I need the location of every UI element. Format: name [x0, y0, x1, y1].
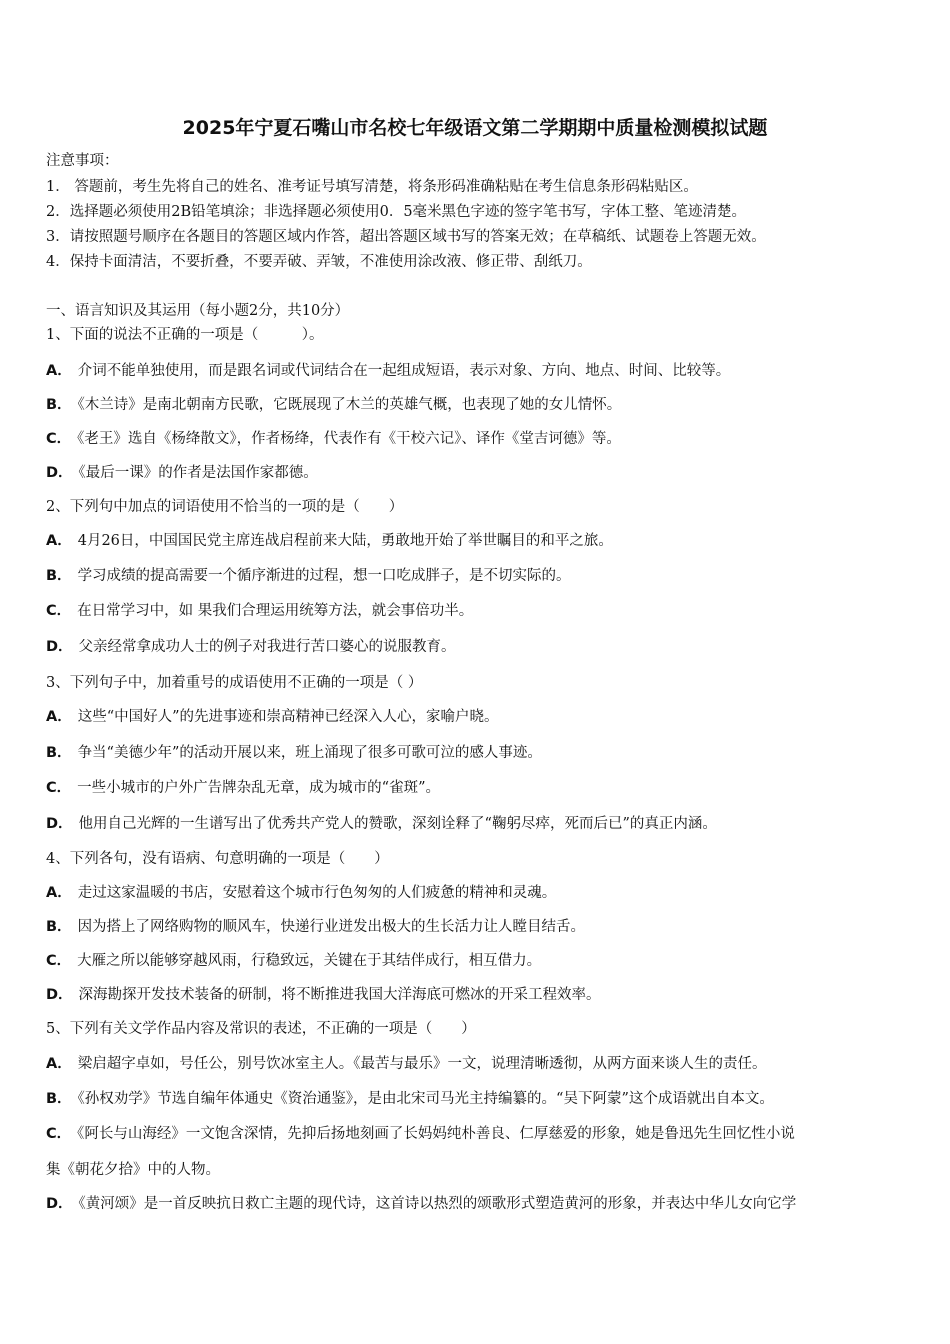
option-text: 《木兰诗》是南北朝南方民歌，它既展现了木兰的英雄气概，也表现了她的女儿情怀。 — [77, 397, 622, 413]
exam-title: 2025年宁夏石嘴山市名校七年级语文第二学期期中质量检测模拟试题 — [182, 117, 768, 139]
option-letter: B． — [46, 919, 72, 935]
option-letter: B． — [46, 568, 72, 584]
notice-item: 2．选择题必须使用2B铅笔填涂；非选择题必须使用0．5毫米黑色字迹的签字笔书写，字体工整、笔迹清楚。 — [46, 204, 747, 220]
answer-option — [46, 1054, 766, 1074]
answer-option — [46, 917, 585, 937]
option-text: 《阿长与山海经》一文饱含深情，先抑后扬地刻画了长妈妈纯朴善良、仁厚慈爱的形象，她是鲁迅先生回忆性小说 — [77, 1126, 795, 1142]
option-text: 走过这家温暖的书店，安慰着这个城市行色匆匆的人们疲惫的精神和灵魂。 — [77, 885, 557, 901]
option-letter: C． — [46, 603, 72, 619]
answer-option — [46, 531, 613, 551]
option-text: 梁启超字卓如，号任公，别号饮冰室主人。《最苦与最乐》一文，说理清晰透彻，从两方面来谈人生的责任。 — [77, 1056, 767, 1072]
answer-option — [46, 743, 542, 763]
option-text: 4月26日，中国国民党主席连战启程前来大陆，勇敢地开始了举世瞩目的和平之旅。 — [77, 533, 613, 549]
option-letter: A． — [46, 1056, 72, 1072]
option-letter: A． — [46, 709, 72, 725]
option-text: 《老王》选自《杨绛散文》，作者杨绛，代表作有《干校六记》、译作《堂吉诃德》等。 — [77, 431, 621, 447]
option-text: 父亲经常拿成功人士的例子对我进行苦口婆心的说服教育。 — [78, 639, 456, 655]
option-letter: B． — [46, 1091, 72, 1107]
option-letter: D． — [46, 816, 73, 832]
option-text: 这些“中国好人”的先进事迹和崇高精神已经深入人心，家喻户晓。 — [77, 709, 499, 725]
option-letter: A． — [46, 533, 72, 549]
answer-option — [46, 395, 621, 415]
option-letter: D． — [46, 1196, 73, 1212]
option-text: 争当“美德少年”的活动开展以来，班上涌现了很多可歌可泣的感人事迹。 — [77, 745, 542, 761]
option-text: 因为搭上了网络购物的顺风车，快递行业迸发出极大的生长活力让人瞠目结舌。 — [77, 919, 586, 935]
question-stem: 2、下列句中加点的词语使用不恰当的一项的是（ ） — [46, 499, 404, 515]
option-text: 在日常学习中，如 果我们合理运用统筹方法，就会事倍功半。 — [77, 603, 474, 619]
answer-option — [46, 429, 621, 449]
option-letter: A． — [46, 363, 72, 379]
question-stem: 4、下列各句，没有语病、句意明确的一项是（ ） — [46, 851, 389, 867]
option-letter: C． — [46, 953, 72, 969]
option-text: 一些小城市的户外广告牌杂乱无章，成为城市的“雀斑”。 — [77, 780, 440, 796]
option-text: 《最后一课》的作者是法国作家都德。 — [78, 465, 318, 481]
answer-option — [46, 707, 499, 727]
option-text: 《黄河颂》是一首反映抗日救亡主题的现代诗，这首诗以热烈的颂歌形式塑造黄河的形象，并表达中华儿女向它学 — [78, 1196, 797, 1212]
question-stem: 1、下面的说法不正确的一项是（ ）。 — [46, 327, 324, 343]
option-letter: D． — [46, 639, 73, 655]
option-continuation: 集《朝花夕拾》中的人物。 — [46, 1162, 220, 1178]
answer-option — [46, 637, 456, 657]
notice-item: 3．请按照题号顺序在各题目的答题区域内作答，超出答题区域书写的答案无效；在草稿纸、试题卷上答题无效。 — [46, 229, 766, 245]
option-text: 他用自己光辉的一生谱写出了优秀共产党人的赞歌，深刻诠释了“鞠躬尽瘁，死而后已”的真正内涵。 — [78, 816, 717, 832]
option-letter: D． — [46, 465, 73, 481]
option-letter: B． — [46, 745, 72, 761]
option-letter: C． — [46, 431, 72, 447]
answer-option — [46, 814, 717, 834]
answer-option — [46, 601, 473, 621]
option-text: 《孙权劝学》节选自编年体通史《资治通鉴》，是由北宋司马光主持编纂的。“吴下阿蒙”这个成语就出自本文。 — [77, 1091, 774, 1107]
answer-option — [46, 951, 541, 971]
option-letter: C． — [46, 1126, 72, 1142]
answer-option — [46, 1194, 796, 1214]
option-text: 学习成绩的提高需要一个循序渐进的过程，想一口吃成胖子，是不切实际的。 — [77, 568, 571, 584]
answer-option — [46, 463, 318, 483]
answer-option — [46, 883, 556, 903]
option-letter: B． — [46, 397, 72, 413]
option-text: 深海勘探开发技术装备的研制，将不断推进我国大洋海底可燃冰的开采工程效率。 — [78, 987, 601, 1003]
section-heading: 一、语言知识及其运用（每小题2分，共10分） — [46, 303, 350, 319]
option-text: 介词不能单独使用，而是跟名词或代词结合在一起组成短语，表示对象、方向、地点、时间、比较等。 — [77, 363, 731, 379]
answer-option — [46, 778, 440, 798]
answer-option — [46, 985, 601, 1005]
answer-option — [46, 361, 730, 381]
option-text: 大雁之所以能够穿越风雨，行稳致远，关键在于其结伴成行，相互借力。 — [77, 953, 542, 969]
question-stem: 3、下列句子中，加着重号的成语使用不正确的一项是（ ） — [46, 675, 423, 691]
notice-heading: 注意事项： — [46, 153, 119, 169]
question-stem: 5、下列有关文学作品内容及常识的表述，不正确的一项是（ ） — [46, 1021, 476, 1037]
answer-option — [46, 1124, 795, 1144]
option-letter: A． — [46, 885, 72, 901]
answer-option — [46, 566, 571, 586]
option-letter: D． — [46, 987, 73, 1003]
notice-item: 1． 答题前，考生先将自己的姓名、准考证号填写清楚，将条形码准确粘贴在考生信息条形码粘贴区。 — [46, 179, 698, 195]
option-letter: C． — [46, 780, 72, 796]
notice-item: 4．保持卡面清洁，不要折叠，不要弄破、弄皱，不准使用涂改液、修正带、刮纸刀。 — [46, 254, 592, 270]
answer-option — [46, 1089, 774, 1109]
